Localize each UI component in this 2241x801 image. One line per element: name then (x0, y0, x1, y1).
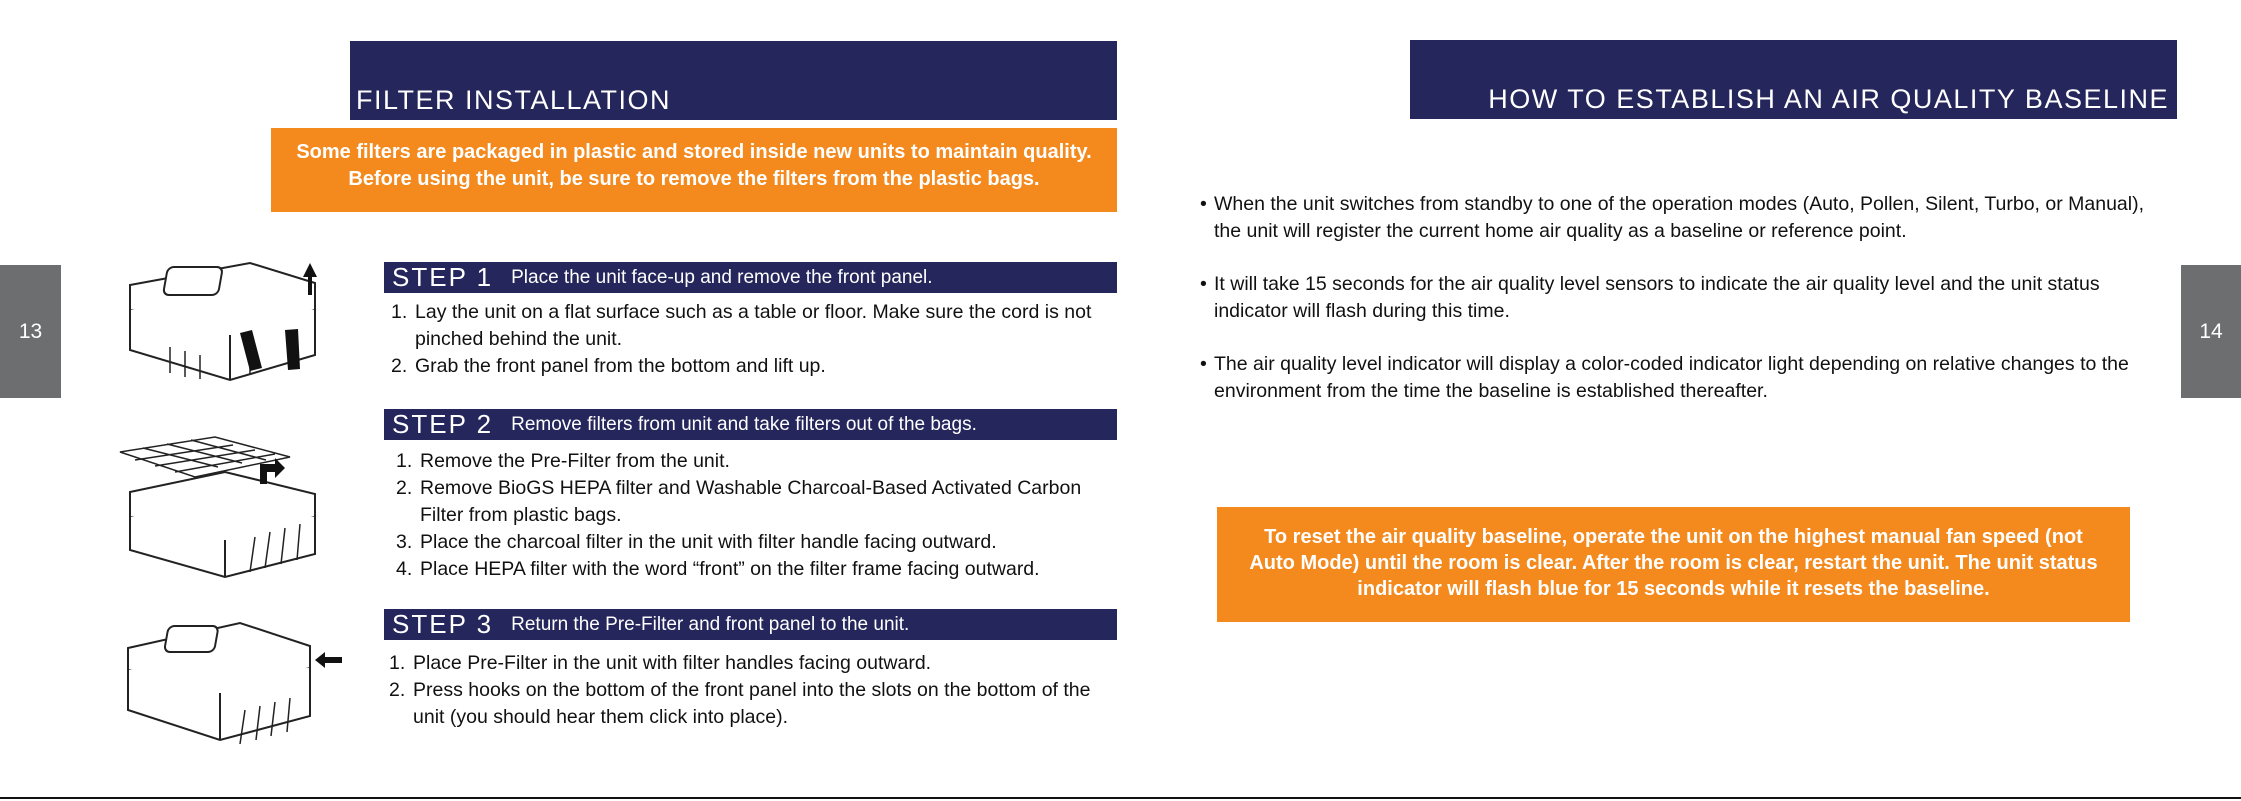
page-number-tab-left: 13 (0, 265, 61, 398)
step3-instructions (389, 650, 1117, 731)
item-text: Remove the Pre-Filter from the unit. (420, 450, 730, 472)
list-item (391, 299, 1111, 353)
item-number: 2. (396, 477, 413, 499)
item-text: Place Pre-Filter in the unit with filter handles facing outward. (413, 652, 932, 674)
left-page-title-text: FILTER INSTALLATION (356, 85, 672, 115)
item-number: 2. (391, 355, 408, 377)
list-item (1200, 191, 2150, 245)
step1-instructions (391, 299, 1111, 380)
item-number: 1. (391, 301, 408, 323)
bullet-dot: • (1200, 273, 1207, 295)
step3-header (384, 609, 1117, 640)
right-page-title-text: HOW TO ESTABLISH AN AIR QUALITY BASELINE (1488, 84, 2169, 114)
left-page-title (350, 41, 1117, 120)
page-number-tab-right: 14 (2181, 265, 2241, 398)
step1-title: Place the unit face-up and remove the front panel. (511, 266, 933, 288)
list-item (1200, 351, 2150, 405)
bullet-text: The air quality level indicator will display a color-coded indicator light depending on relative changes to the environment from the time the baseline is established thereafter. (1214, 353, 2129, 402)
plastic-bag-notice (271, 128, 1117, 212)
step2-title: Remove filters from unit and take filters out of the bags. (511, 413, 977, 435)
list-item (396, 556, 1116, 583)
step1-header (384, 262, 1117, 293)
plastic-bag-notice-text: Some filters are packaged in plastic and stored inside new units to maintain quality. Before using the unit, be sure to remove the filters from the plastic bags. (296, 141, 1092, 190)
step3-number: STEP 3 (392, 609, 494, 639)
step1-number: STEP 1 (392, 262, 494, 292)
list-item (1200, 271, 2150, 325)
bullet-dot: • (1200, 193, 1207, 215)
step2-header (384, 409, 1117, 440)
list-item (391, 353, 1111, 380)
bullet-text: It will take 15 seconds for the air quality level sensors to indicate the air quality level and the unit status indicator will flash during this time. (1214, 273, 2100, 322)
item-text: Remove BioGS HEPA filter and Washable Charcoal-Based Activated Carbon Filter from plastic bags. (420, 477, 1082, 526)
step2-illustration (115, 432, 330, 582)
item-text: Press hooks on the bottom of the front panel into the slots on the bottom of the unit (you should hear them click into place). (413, 679, 1091, 728)
item-text: Place the charcoal filter in the unit with filter handle facing outward. (420, 531, 997, 553)
bullet-dot: • (1200, 353, 1207, 375)
list-item (389, 677, 1117, 731)
baseline-bullets (1200, 191, 2150, 431)
list-item (396, 529, 1116, 556)
reset-baseline-notice (1217, 507, 2130, 622)
item-text: Grab the front panel from the bottom and lift up. (415, 355, 826, 377)
item-number: 1. (389, 652, 406, 674)
right-page-title (1410, 40, 2177, 119)
list-item (396, 475, 1116, 529)
reset-baseline-notice-text: To reset the air quality baseline, operate the unit on the highest manual fan speed (not Auto Mode) until the room is clear. After the room is clear, restart the unit. The unit status indicator will flash blue for 15 seconds while it resets the baseline. (1249, 526, 2098, 600)
list-item (389, 650, 1117, 677)
item-number: 1. (396, 450, 413, 472)
bottom-divider (0, 797, 2241, 799)
item-number: 3. (396, 531, 413, 553)
step3-title: Return the Pre-Filter and front panel to the unit. (511, 613, 910, 635)
bullet-text: When the unit switches from standby to one of the operation modes (Auto, Pollen, Silent, Turbo, or Manual), the unit will register the current home air quality as a baseline or reference point. (1214, 193, 2145, 242)
item-text: Place HEPA filter with the word “front” on the filter frame facing outward. (420, 558, 1040, 580)
item-number: 2. (389, 679, 406, 701)
item-text: Lay the unit on a flat surface such as a table or floor. Make sure the cord is not pinched behind the unit. (415, 301, 1092, 350)
step1-illustration (110, 255, 330, 385)
step2-instructions (396, 448, 1116, 583)
step2-number: STEP 2 (392, 409, 494, 439)
item-number: 4. (396, 558, 413, 580)
step3-illustration (120, 618, 345, 753)
list-item (396, 448, 1116, 475)
